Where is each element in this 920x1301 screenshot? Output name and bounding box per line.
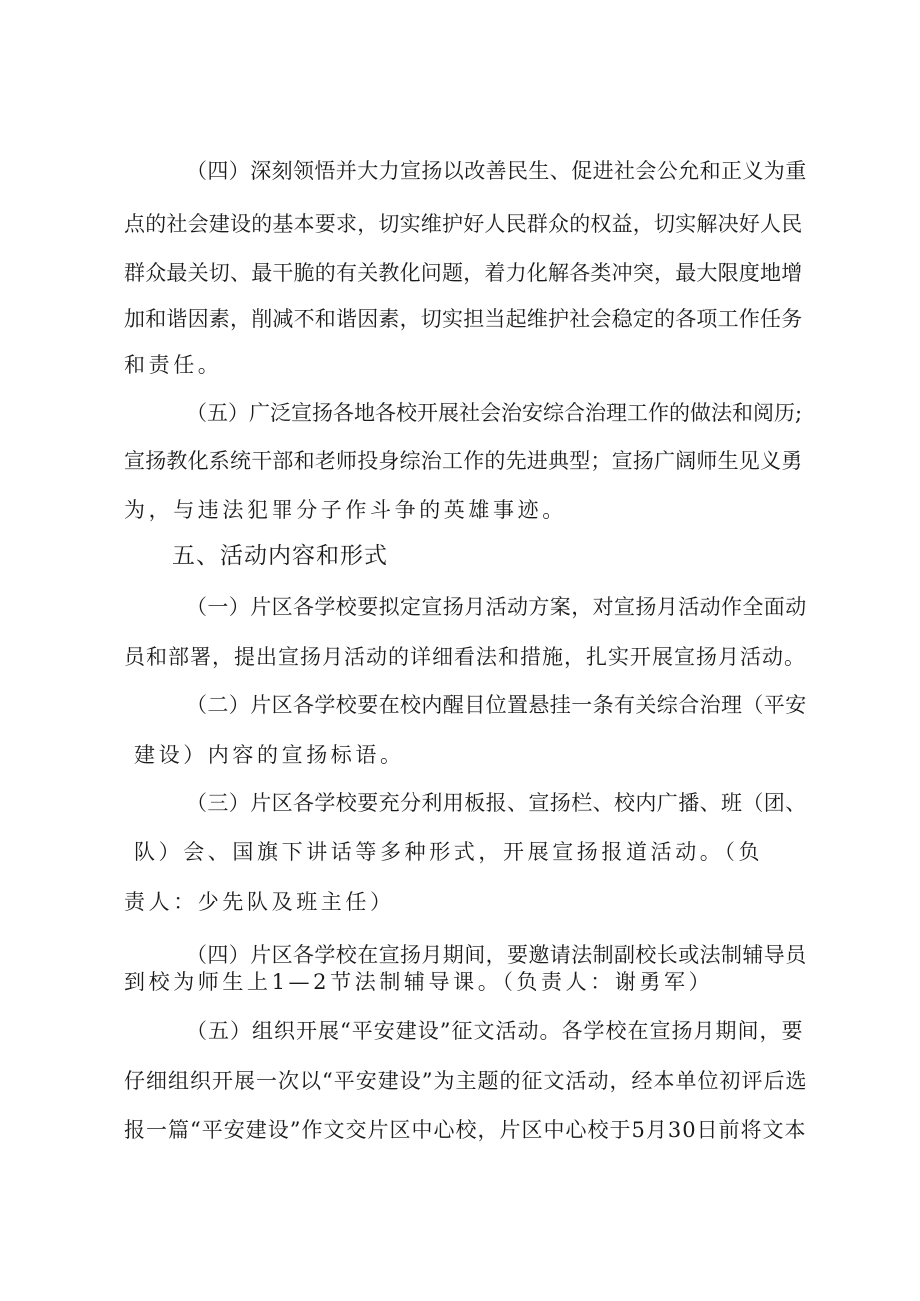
paragraph-line: （四）片区各学校在宣扬月期间，要邀请法制副校长或法制辅导员 <box>186 943 807 967</box>
paragraph-line: （五）组织开展“平安建设”征文活动。各学校在宣扬月期间，要 <box>186 1019 804 1043</box>
paragraph-line: （四）深刻领悟并大力宣扬以改善民生、促进社会公允和正义为重 <box>186 159 807 183</box>
section-heading: 五、活动内容和形式 <box>172 543 388 569</box>
paragraph-line: （二）片区各学校要在校内醒目位置悬挂一条有关综合治理（平安 <box>186 693 807 717</box>
paragraph-line: 到校为师生上1—2节法制辅导课。（负责人：谢勇军） <box>124 970 714 994</box>
paragraph-line: 责人：少先队及班主任） <box>124 890 395 914</box>
paragraph-line: 和责任。 <box>124 353 223 377</box>
paragraph-line: 为，与违法犯罪分子作斗争的英雄事迹。 <box>124 498 567 522</box>
paragraph-line: 队）会、国旗下讲话等多种形式，开展宣扬报道活动。（负 <box>134 840 764 864</box>
paragraph-line: 仔细组织开展一次以“平安建设”为主题的征文活动，经本单位初评后选 <box>124 1069 808 1093</box>
paragraph-line: （五）广泛宣扬各地各校开展社会治安综合治理工作的做法和阅历; <box>186 401 803 425</box>
paragraph-line: （一）片区各学校要拟定宣扬月活动方案，对宣扬月活动作全面动 <box>186 595 807 619</box>
paragraph-line: 宣扬教化系统干部和老师投身综治工作的先进典型；宣扬广阔师生见义勇 <box>124 449 803 473</box>
paragraph-line: 建设）内容的宣扬标语。 <box>134 743 405 767</box>
paragraph-line: 群众最关切、最干脆的有关教化问题，着力化解各类冲突，最大限度地增 <box>124 261 803 285</box>
paragraph-line: 员和部署，提出宣扬月活动的详细看法和措施，扎实开展宣扬月活动。 <box>124 645 806 669</box>
paragraph-line: （三）片区各学校要充分利用板报、宣扬栏、校内广播、班（团、 <box>186 791 807 815</box>
paragraph-line: 报一篇“平安建设”作文交片区中心校，片区中心校于5月30日前将文本 <box>124 1118 807 1142</box>
paragraph-line: 点的社会建设的基本要求，切实维护好人民群众的权益，切实解决好人民 <box>124 212 803 236</box>
paragraph-line: 加和谐因素，削减不和谐因素，切实担当起维护社会稳定的各项工作任务 <box>124 307 803 331</box>
